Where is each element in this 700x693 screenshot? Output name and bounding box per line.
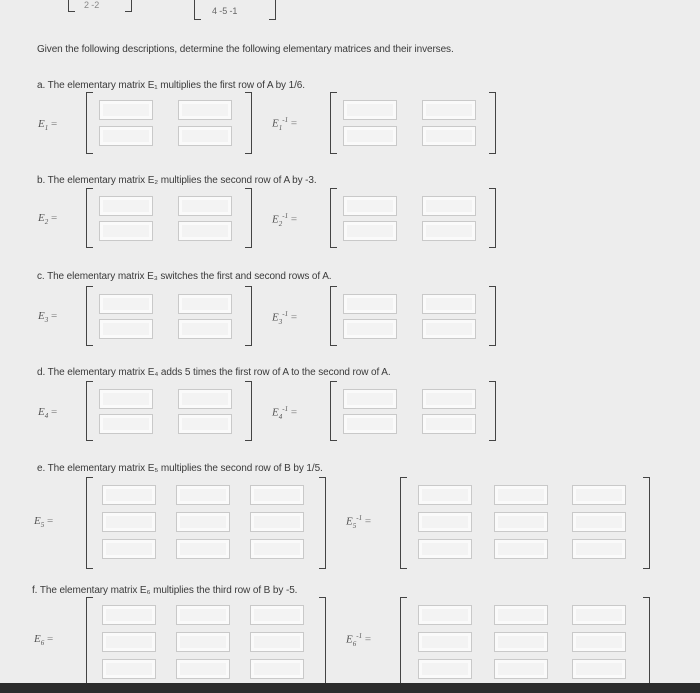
matrix-entry-input[interactable] (343, 294, 397, 314)
matrix-entry-input[interactable] (572, 512, 626, 532)
bracket-right (489, 286, 496, 346)
matrix-entry-input[interactable] (422, 319, 476, 339)
matrix-entry-input[interactable] (494, 605, 548, 625)
part-d-matrix (86, 381, 252, 441)
matrix-entry-input[interactable] (178, 221, 232, 241)
bracket-left (86, 286, 93, 346)
part-b-inverse-matrix (330, 188, 496, 248)
matrix-entry-input[interactable] (99, 414, 153, 434)
bracket-left (86, 188, 93, 248)
part-b-prompt: b. The elementary matrix E₂ multiplies the second row of A by -3. (37, 175, 317, 186)
bracket-left (86, 381, 93, 441)
part-e-prompt: e. The elementary matrix E₅ multiplies the second row of B by 1/5. (37, 463, 323, 474)
matrix-entry-input[interactable] (99, 319, 153, 339)
matrix-entry-input[interactable] (343, 196, 397, 216)
matrix-entry-input[interactable] (422, 100, 476, 120)
bracket-right (125, 0, 132, 12)
matrix-entry-input[interactable] (99, 100, 153, 120)
matrix-entry-input[interactable] (422, 294, 476, 314)
matrix-entry-input[interactable] (422, 389, 476, 409)
matrix-entry-input[interactable] (102, 485, 156, 505)
part-a-matrix (86, 92, 252, 154)
matrix-entry-input[interactable] (102, 659, 156, 679)
bracket-right (643, 477, 650, 569)
matrix-entry-input[interactable] (343, 389, 397, 409)
matrix-entry-input[interactable] (178, 100, 232, 120)
part-f-prompt: f. The elementary matrix E₆ multiplies the third row of B by -5. (32, 585, 298, 596)
matrix-entry-input[interactable] (494, 659, 548, 679)
matrix-entry-input[interactable] (178, 414, 232, 434)
matrix-entry-input[interactable] (343, 100, 397, 120)
part-e-inverse-label: $E_5^{-1}$ = (346, 514, 372, 530)
part-d-inverse-label: $E_4^{-1}$ = (272, 405, 298, 421)
matrix-entry-input[interactable] (343, 414, 397, 434)
bracket-left (400, 597, 407, 689)
part-a-prompt: a. The elementary matrix E₁ multiplies the first row of A by 1/6. (37, 80, 305, 91)
matrix-entry-input[interactable] (176, 512, 230, 532)
bracket-right (489, 381, 496, 441)
bracket-left (330, 188, 337, 248)
bracket-right (319, 597, 326, 689)
matrix-entry-input[interactable] (494, 512, 548, 532)
matrix-entry-input[interactable] (178, 389, 232, 409)
matrix-entry-input[interactable] (494, 485, 548, 505)
part-d-inverse-matrix (330, 381, 496, 441)
matrix-entry-input[interactable] (99, 221, 153, 241)
matrix-entry-input[interactable] (99, 389, 153, 409)
part-c-inverse-matrix (330, 286, 496, 346)
matrix-entry-input[interactable] (176, 485, 230, 505)
matrix-entry-input[interactable] (418, 632, 472, 652)
bracket-left (400, 477, 407, 569)
matrix-entry-input[interactable] (250, 539, 304, 559)
part-a-inverse-matrix (330, 92, 496, 154)
part-b-inverse-label: $E_2^{-1}$ = (272, 212, 298, 228)
bracket-right (245, 286, 252, 346)
bracket-right (643, 597, 650, 689)
matrix-entry-input[interactable] (250, 632, 304, 652)
matrix-entry-input[interactable] (250, 605, 304, 625)
part-b-matrix-label: $E_2$ = (38, 212, 58, 227)
matrix-entry-input[interactable] (422, 126, 476, 146)
matrix-entry-input[interactable] (102, 539, 156, 559)
bracket-right (269, 0, 276, 20)
matrix-entry-input[interactable] (250, 485, 304, 505)
matrix-entry-input[interactable] (102, 605, 156, 625)
bracket-right (489, 188, 496, 248)
bracket-right (245, 188, 252, 248)
matrix-entry-input[interactable] (176, 539, 230, 559)
part-a-inverse-label: $E_1^{-1}$ = (272, 116, 298, 132)
part-c-inverse-label: $E_3^{-1}$ = (272, 310, 298, 326)
part-f-matrix-label: $E_6$ = (34, 633, 54, 648)
matrix-entry-input[interactable] (99, 196, 153, 216)
matrix-entry-input[interactable] (418, 485, 472, 505)
matrix-entry-input[interactable] (572, 605, 626, 625)
matrix-entry-input[interactable] (572, 659, 626, 679)
matrix-entry-input[interactable] (250, 659, 304, 679)
part-e-inverse-matrix (400, 477, 650, 569)
bracket-left (330, 286, 337, 346)
bracket-left (86, 477, 93, 569)
part-d-prompt: d. The elementary matrix E₄ adds 5 times the first row of A to the second row of A. (37, 367, 391, 378)
matrix-entry-input[interactable] (102, 512, 156, 532)
matrix-entry-input[interactable] (422, 221, 476, 241)
part-b-matrix (86, 188, 252, 248)
matrix-entry-input[interactable] (418, 539, 472, 559)
top-fragment-left-values: 2 -2 (84, 0, 100, 10)
bracket-left (68, 0, 75, 12)
matrix-entry-input[interactable] (178, 126, 232, 146)
matrix-entry-input[interactable] (176, 659, 230, 679)
part-c-prompt: c. The elementary matrix E₃ switches the first and second rows of A. (37, 271, 332, 282)
matrix-entry-input[interactable] (178, 319, 232, 339)
matrix-entry-input[interactable] (178, 294, 232, 314)
matrix-entry-input[interactable] (176, 605, 230, 625)
matrix-entry-input[interactable] (418, 512, 472, 532)
bracket-left (86, 597, 93, 689)
matrix-entry-input[interactable] (422, 414, 476, 434)
matrix-entry-input[interactable] (102, 632, 156, 652)
matrix-entry-input[interactable] (572, 539, 626, 559)
matrix-entry-input[interactable] (250, 512, 304, 532)
part-c-matrix-label: $E_3$ = (38, 310, 58, 325)
matrix-entry-input[interactable] (99, 294, 153, 314)
matrix-entry-input[interactable] (99, 126, 153, 146)
bracket-left (330, 381, 337, 441)
top-matrix-fragment-left (68, 0, 132, 14)
matrix-entry-input[interactable] (343, 221, 397, 241)
matrix-entry-input[interactable] (572, 632, 626, 652)
intro-text: Given the following descriptions, determine the following elementary matrices and their inverses. (37, 44, 454, 55)
part-c-matrix (86, 286, 252, 346)
part-a-matrix-label: $E_1$ = (38, 118, 58, 133)
part-e-matrix (86, 477, 326, 569)
matrix-entry-input[interactable] (418, 605, 472, 625)
bracket-right (489, 92, 496, 154)
matrix-entry-input[interactable] (176, 632, 230, 652)
part-f-inverse-matrix (400, 597, 650, 689)
part-e-matrix-label: $E_5$ = (34, 515, 54, 530)
matrix-entry-input[interactable] (572, 485, 626, 505)
bracket-right (319, 477, 326, 569)
bracket-left (330, 92, 337, 154)
matrix-entry-input[interactable] (343, 126, 397, 146)
bracket-right (245, 381, 252, 441)
part-d-matrix-label: $E_4$ = (38, 406, 58, 421)
matrix-entry-input[interactable] (422, 196, 476, 216)
bracket-left (86, 92, 93, 154)
matrix-entry-input[interactable] (494, 539, 548, 559)
top-matrix-fragment-right (194, 0, 276, 22)
top-fragment-right-values: 4 -5 -1 (212, 6, 238, 16)
part-f-inverse-label: $E_6^{-1}$ = (346, 632, 372, 648)
matrix-entry-input[interactable] (178, 196, 232, 216)
matrix-entry-input[interactable] (418, 659, 472, 679)
part-f-matrix (86, 597, 326, 689)
bracket-left (194, 0, 201, 20)
matrix-entry-input[interactable] (494, 632, 548, 652)
bottom-edge-bar (0, 683, 700, 693)
bracket-right (245, 92, 252, 154)
matrix-entry-input[interactable] (343, 319, 397, 339)
